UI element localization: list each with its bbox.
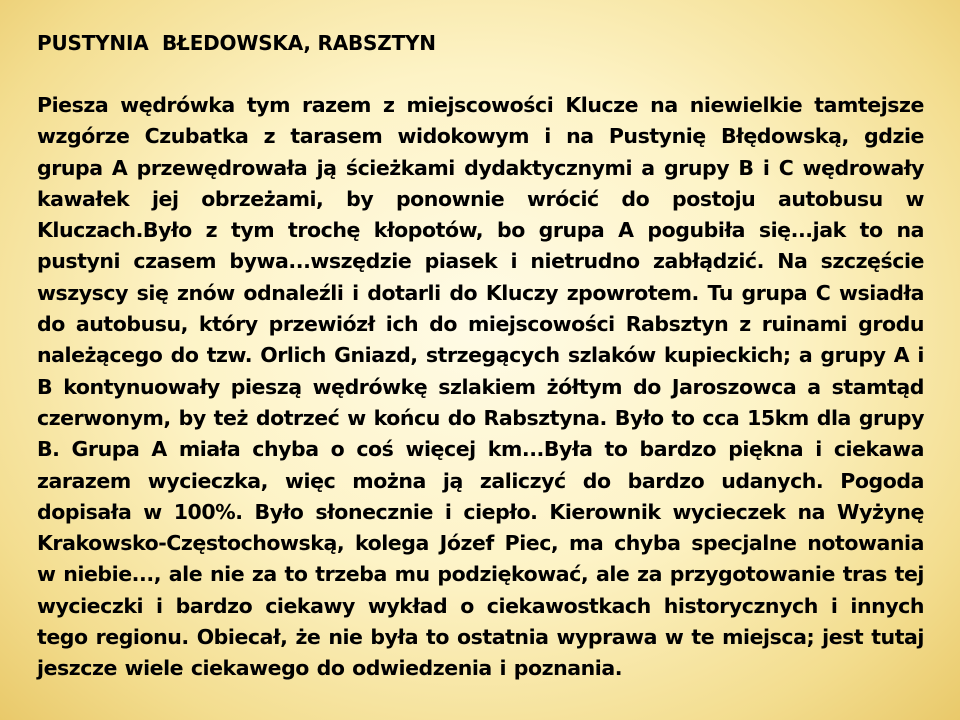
slide-title: PUSTYNIA BŁEDOWSKA, RABSZTYN <box>37 31 436 55</box>
slide-body-text: Piesza wędrówka tym razem z miejscowości Klucze na niewielkie tamtejsze wzgórze Czubatka z tarasem widokowym i na Pustynię Błędowską, gdzie grupa A przewędrowała ją ścieżkami dydaktycznymi a grupy B i C wędrowały kawałek jej obrzeżami, by ponownie wrócić do postoju autobusu w Kluczach.Było z tym trochę kłopotów, bo grupa A pogubiła się...jak to na pustyni czasem bywa...wszędzie piasek i nietrudno zabłądzić. Na szczęście wszyscy się znów odnaleźli i dotarli do Kluczy zpowrotem. Tu grupa C wsiadła do autobusu, który przewiózł ich do miejscowości Rabsztyn z ruinami grodu należącego do tzw. Orlich Gniazd, strzegących szlaków kupieckich; a grupy A i B kontynuowały pieszą wędrówkę szlakiem żółtym do Jaroszowca a stamtąd czerwonym, by też dotrzeć w końcu do Rabsztyna. Było to cca 15km dla grupy B. Grupa A miała chyba o coś więcej km...Była to bardzo piękna i ciekawa zarazem wycieczka, więc można ją zaliczyć do bardzo udanych. Pogoda dopisała w 100%. Było słonecznie i ciepło. Kierownik wycieczek na Wyżynę Krakowsko-Częstochowską, kolega Józef Piec, ma chyba specjalne notowania w niebie..., ale nie za to trzeba mu podziękować, ale za przygotowanie tras tej wycieczki i bardzo ciekawy wykład o ciekawostkach historycznych i innych tego regionu. Obiecał, że nie była to ostatnia wyprawa w te miejsca; jest tutaj jeszcze wiele ciekawego do odwiedzenia i poznania. <box>37 93 924 681</box>
